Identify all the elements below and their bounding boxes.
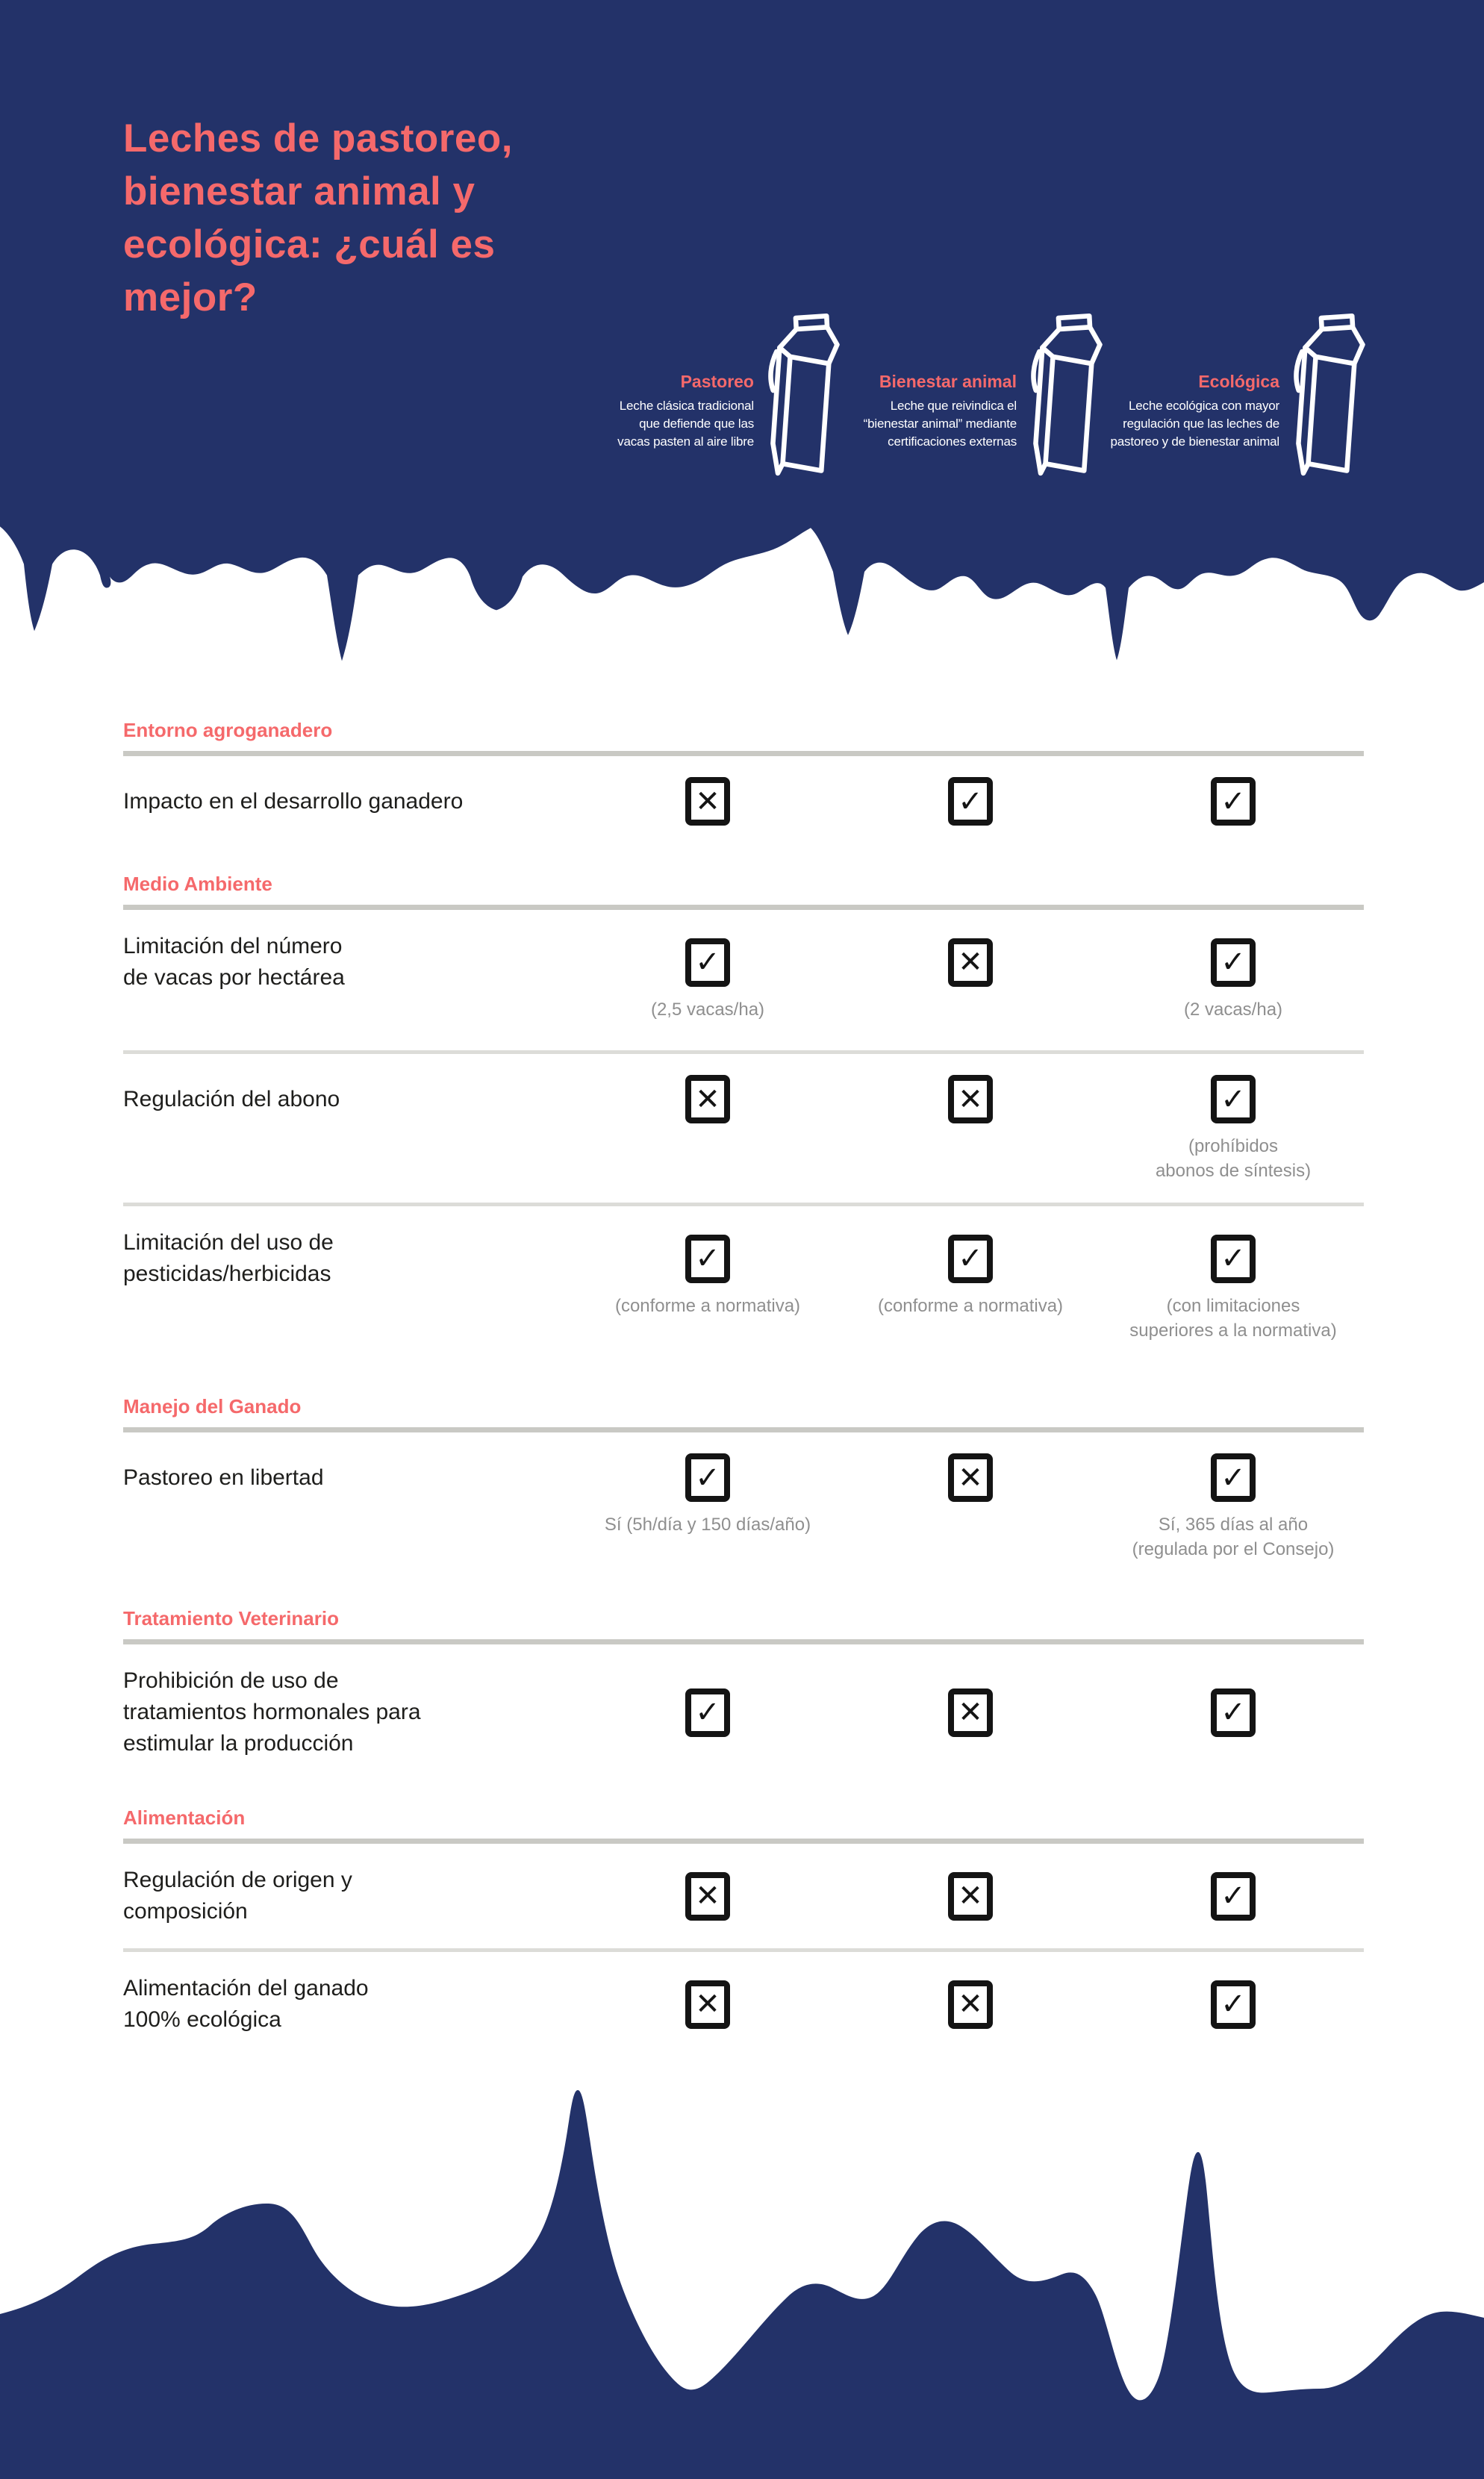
table-row <box>123 1952 1364 2057</box>
row-label-line: tratamientos hormonales para <box>123 1700 421 1724</box>
table-cell <box>839 1980 1102 2029</box>
table-cell <box>576 1872 839 1921</box>
milk-carton-icon <box>749 302 846 489</box>
table-cell <box>839 1235 1102 1316</box>
section-title: Alimentación <box>123 1806 246 1829</box>
page-title-line: ecológica: ¿cuál es <box>123 222 496 266</box>
section-tratamiento-veterinario <box>123 1581 1364 1780</box>
row-label-line: pesticidas/herbicidas <box>123 1262 331 1286</box>
milk-description-line: “bienestar animal” mediante <box>863 417 1017 431</box>
check-mark-icon: ✓ <box>685 1453 730 1502</box>
section-underline <box>123 751 1364 756</box>
milk-legend-text <box>1102 305 1279 451</box>
section-entorno-agroganadero <box>123 693 1364 846</box>
row-label <box>123 931 576 994</box>
milk-drip-divider <box>0 478 1484 687</box>
milk-description-line: que defiende que las <box>639 417 754 431</box>
cell-note: (con limitaciones superiores a la normativa) <box>1129 1295 1337 1341</box>
milk-carton-icon <box>1012 302 1109 489</box>
milk-description-line: Leche clásica tradicional <box>619 399 754 413</box>
page-title-line: mejor? <box>123 275 258 319</box>
page-title-line: Leches de pastoreo, <box>123 116 514 160</box>
section-title: Entorno agroganadero <box>123 719 333 741</box>
table-cell <box>1102 1872 1365 1921</box>
milk-description-line: Leche que reivindica el <box>890 399 1017 413</box>
section-underline <box>123 1427 1364 1432</box>
milk-legend-bienestar <box>839 305 1102 487</box>
table-cell <box>839 1688 1102 1737</box>
check-mark-icon: ✓ <box>1211 1453 1256 1502</box>
milk-description-line: vacas pasten al aire libre <box>617 434 754 449</box>
table-cell <box>1102 1075 1365 1181</box>
cell-note: Sí, 365 días al año (regulada por el Consejo) <box>1132 1515 1335 1559</box>
check-mark-icon: ✓ <box>1211 1872 1256 1921</box>
page-title <box>123 112 513 324</box>
table-cell <box>576 1688 839 1737</box>
table-row <box>123 1844 1364 1948</box>
table-row <box>123 1054 1364 1203</box>
row-label <box>123 1084 576 1115</box>
section-underline <box>123 1839 1364 1844</box>
table-cell <box>576 1980 839 2029</box>
milk-description <box>839 397 1017 451</box>
section-title: Tratamiento Veterinario <box>123 1607 339 1630</box>
check-mark-icon: ✓ <box>1211 1235 1256 1283</box>
check-mark-icon: ✓ <box>685 1688 730 1737</box>
table-row <box>123 756 1364 846</box>
check-mark-icon: ✓ <box>685 938 730 987</box>
row-label <box>123 1973 576 2036</box>
table-cell <box>1102 1453 1365 1559</box>
milk-name: Pastoreo <box>680 372 754 391</box>
cross-mark-icon: ✕ <box>685 1075 730 1123</box>
section-underline <box>123 905 1364 910</box>
row-label-line: 100% ecológica <box>123 2007 281 2032</box>
row-label-line: Regulación de origen y <box>123 1868 352 1892</box>
row-label-line: Impacto en el desarrollo ganadero <box>123 788 464 814</box>
table-row <box>123 1432 1364 1581</box>
table-cell <box>839 1872 1102 1921</box>
comparison-table <box>0 687 1484 2057</box>
table-cell <box>1102 1980 1365 2029</box>
cell-note: Sí (5h/día y 150 días/año) <box>604 1515 811 1535</box>
milk-description-line: regulación que las leches de <box>1123 417 1279 431</box>
table-row <box>123 910 1364 1050</box>
hero-header <box>0 0 1484 687</box>
milk-description <box>1102 397 1279 451</box>
milk-legend-row <box>576 305 1365 487</box>
milk-legend-pastoreo <box>576 305 839 487</box>
table-cell <box>576 938 839 1020</box>
row-label-line: Alimentación del ganado <box>123 1976 369 2001</box>
table-cell <box>576 1453 839 1535</box>
row-label-line: Limitación del uso de <box>123 1230 334 1255</box>
row-label <box>123 1665 576 1759</box>
check-mark-icon: ✓ <box>1211 777 1256 826</box>
table-cell <box>1102 1688 1365 1737</box>
table-cell <box>839 777 1102 826</box>
milk-description-line: pastoreo y de bienestar animal <box>1110 434 1279 449</box>
table-cell <box>576 777 839 826</box>
cell-note: (2 vacas/ha) <box>1183 999 1283 1020</box>
page-title-line: bienestar animal y <box>123 169 476 213</box>
row-label-line: Limitación del número <box>123 934 343 958</box>
row-label-line: estimular la producción <box>123 1731 354 1756</box>
section-medio-ambiente <box>123 846 1364 1369</box>
check-mark-icon: ✓ <box>948 777 993 826</box>
check-mark-icon: ✓ <box>685 1235 730 1283</box>
table-cell <box>576 1075 839 1123</box>
table-cell <box>1102 1235 1365 1341</box>
row-label-line: Regulación del abono <box>123 1086 340 1111</box>
cross-mark-icon: ✕ <box>948 1075 993 1123</box>
row-label-line: de vacas por hectárea <box>123 965 345 990</box>
table-cell <box>576 1235 839 1316</box>
milk-name: Bienestar animal <box>879 372 1017 391</box>
cross-mark-icon: ✕ <box>685 777 730 826</box>
milk-legend-ecologica <box>1102 305 1365 487</box>
check-mark-icon: ✓ <box>948 1235 993 1283</box>
milk-splash-footer <box>0 2057 1484 2479</box>
row-label <box>123 1227 576 1290</box>
milk-carton-icon <box>1275 302 1371 489</box>
check-mark-icon: ✓ <box>1211 1980 1256 2029</box>
milk-description <box>576 397 754 451</box>
cross-mark-icon: ✕ <box>948 938 993 987</box>
cross-mark-icon: ✕ <box>948 1453 993 1502</box>
cross-mark-icon: ✕ <box>948 1872 993 1921</box>
cross-mark-icon: ✕ <box>685 1872 730 1921</box>
row-label <box>123 1462 576 1494</box>
check-mark-icon: ✓ <box>1211 1688 1256 1737</box>
check-mark-icon: ✓ <box>1211 938 1256 987</box>
table-row <box>123 1206 1364 1369</box>
row-label-line: Pastoreo en libertad <box>123 1465 324 1490</box>
table-cell <box>839 1453 1102 1502</box>
row-label <box>123 1865 576 1927</box>
cell-note: (2,5 vacas/ha) <box>650 999 765 1020</box>
cell-note: (conforme a normativa) <box>877 1295 1064 1316</box>
cross-mark-icon: ✕ <box>685 1980 730 2029</box>
milk-description-line: Leche ecológica con mayor <box>1129 399 1279 413</box>
milk-name: Ecológica <box>1198 372 1279 391</box>
table-cell <box>839 938 1102 987</box>
cell-note: (conforme a normativa) <box>614 1295 801 1316</box>
section-alimentacion <box>123 1780 1364 2057</box>
cell-note: (prohíbidos abonos de síntesis) <box>1155 1136 1312 1181</box>
section-title: Manejo del Ganado <box>123 1395 302 1418</box>
milk-legend-text <box>576 305 754 451</box>
table-row <box>123 1644 1364 1780</box>
section-title: Medio Ambiente <box>123 873 272 895</box>
table-cell <box>1102 938 1365 1020</box>
cross-mark-icon: ✕ <box>948 1688 993 1737</box>
row-label-line: composición <box>123 1899 248 1924</box>
section-manejo-del-ganado <box>123 1369 1364 1581</box>
table-cell <box>839 1075 1102 1123</box>
check-mark-icon: ✓ <box>1211 1075 1256 1123</box>
row-label <box>123 786 576 817</box>
row-label-line: Prohibición de uso de <box>123 1668 339 1693</box>
milk-legend-text <box>839 305 1017 451</box>
section-underline <box>123 1639 1364 1644</box>
cross-mark-icon: ✕ <box>948 1980 993 2029</box>
milk-description-line: certificaciones externas <box>888 434 1017 449</box>
table-cell <box>1102 777 1365 826</box>
